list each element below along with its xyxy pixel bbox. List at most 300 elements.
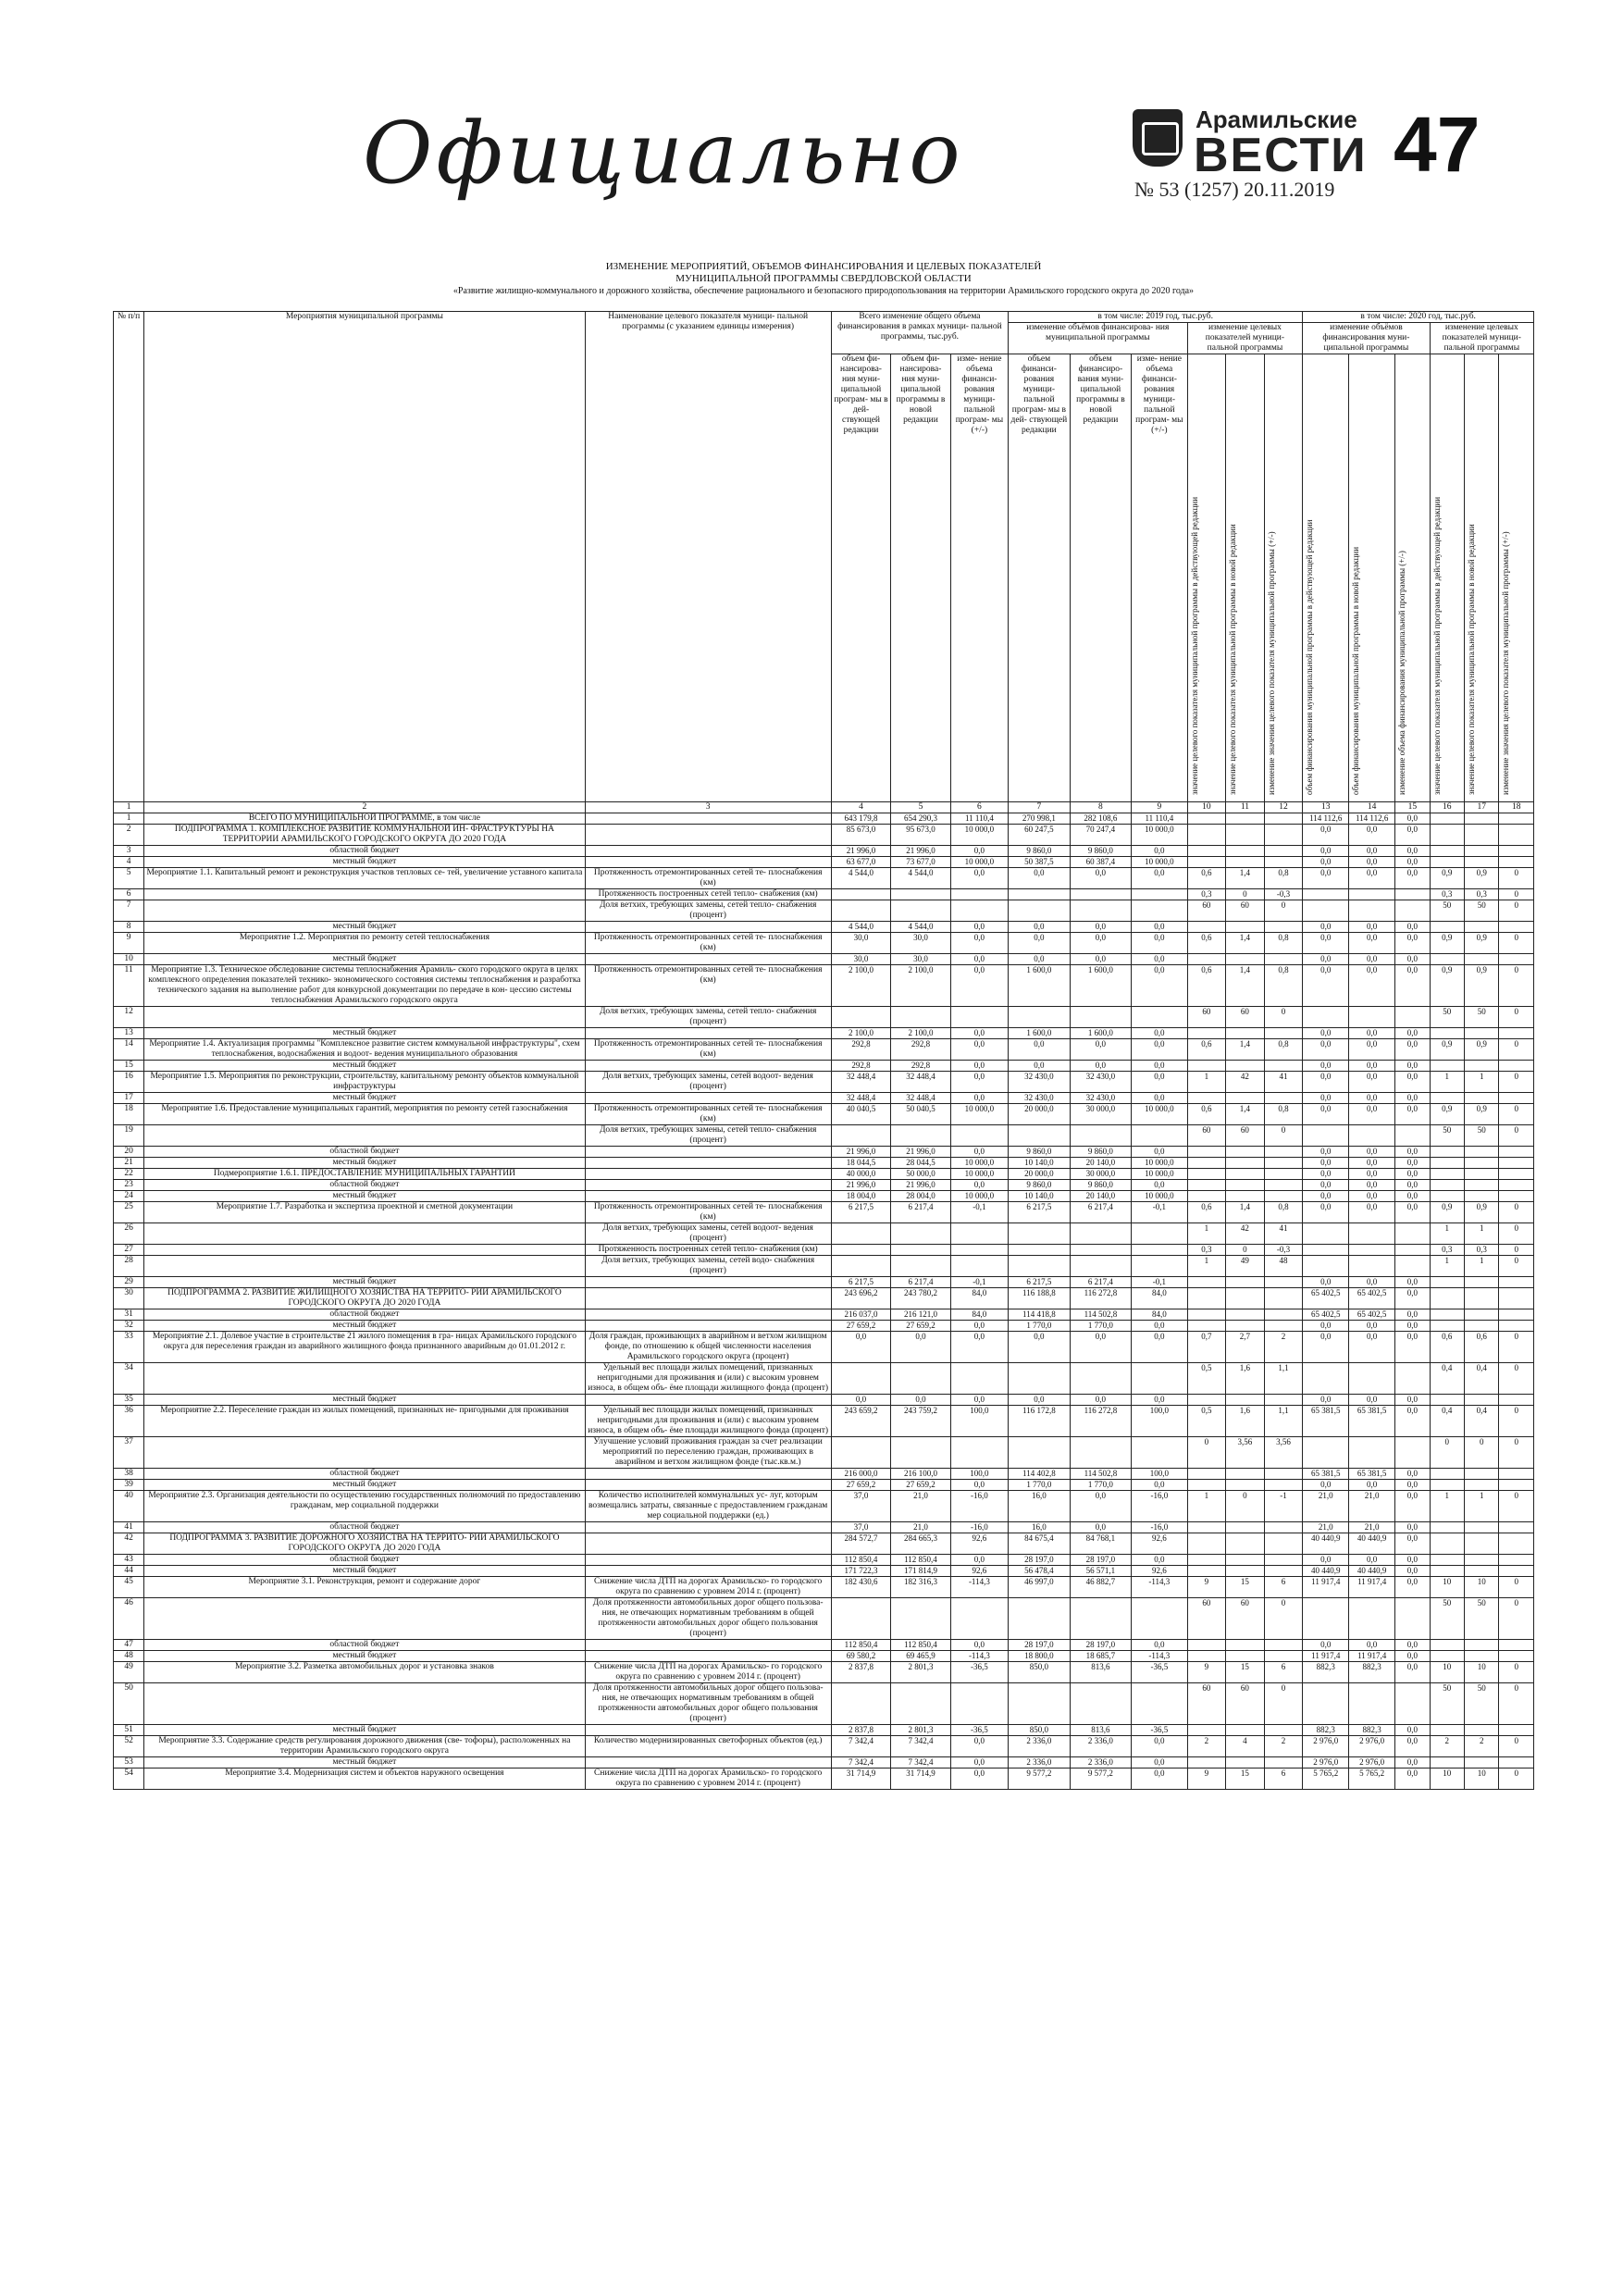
table-row bbox=[114, 1245, 1534, 1256]
table-cell: 114 112,6 bbox=[1349, 813, 1395, 825]
table-cell: 284 572,7 bbox=[831, 1533, 890, 1555]
table-cell: 22 bbox=[114, 1169, 144, 1180]
table-cell bbox=[1465, 1309, 1499, 1321]
table-cell: 2 336,0 bbox=[1070, 1736, 1132, 1757]
table-cell: Мероприятие 1.6. Предоставление муниципальных гарантий, мероприятия по ремонту сетей газоснабжения bbox=[144, 1104, 585, 1125]
table-cell: 0,0 bbox=[1303, 1093, 1349, 1104]
table-cell: 0,3 bbox=[1187, 889, 1226, 900]
table-cell bbox=[1499, 1757, 1534, 1769]
table-cell: 2 bbox=[114, 825, 144, 846]
table-cell: 60 bbox=[1187, 900, 1226, 922]
table-cell: 0,0 bbox=[1349, 1191, 1395, 1202]
table-cell: Протяженность построенных сетей тепло- снабжения (км) bbox=[585, 1245, 831, 1256]
table-cell bbox=[1303, 1245, 1349, 1256]
table-cell: 40 040,5 bbox=[831, 1104, 890, 1125]
table-cell: 1,1 bbox=[1264, 1406, 1303, 1437]
logo-small-text: Арамильские bbox=[1196, 105, 1357, 133]
table-cell: Количество модернизированных светофорных объектов (ед.) bbox=[585, 1736, 831, 1757]
table-cell: 1 bbox=[1465, 1491, 1499, 1522]
table-cell: 9 bbox=[114, 933, 144, 954]
table-cell: -0,1 bbox=[950, 1277, 1008, 1288]
table-cell: 0,0 bbox=[1395, 933, 1430, 954]
table-cell: Доля протяженности автомобильных дорог общего пользова- ния, не отвечающих нормативным требованиям в общей протяженности автомобильных дорог общего пользования (процент) bbox=[585, 1683, 831, 1725]
table-cell: -36,5 bbox=[950, 1725, 1008, 1736]
table-cell: 0,9 bbox=[1430, 1039, 1464, 1061]
table-cell bbox=[585, 1309, 831, 1321]
table-cell: 60 bbox=[1226, 1007, 1265, 1028]
table-cell bbox=[1465, 1522, 1499, 1533]
table-cell bbox=[1430, 1522, 1464, 1533]
table-cell bbox=[1430, 1640, 1464, 1651]
sub-v6-cell bbox=[1395, 354, 1430, 802]
table-cell: 11 917,4 bbox=[1349, 1577, 1395, 1598]
table-cell: 0,0 bbox=[1132, 1180, 1187, 1191]
table-cell: 32 448,4 bbox=[831, 1072, 890, 1093]
table-cell bbox=[1132, 1256, 1187, 1277]
table-cell bbox=[1499, 1061, 1534, 1072]
table-cell bbox=[144, 1223, 585, 1245]
table-cell: 0,0 bbox=[1303, 1332, 1349, 1363]
table-cell: 10 bbox=[1465, 1662, 1499, 1683]
table-cell bbox=[585, 1028, 831, 1039]
table-cell: 32 430,0 bbox=[1009, 1093, 1071, 1104]
table-cell: 112 850,4 bbox=[891, 1555, 950, 1566]
table-cell bbox=[1264, 922, 1303, 933]
table-cell: 1 bbox=[1430, 1072, 1464, 1093]
table-cell: Мероприятие 3.1. Реконструкция, ремонт и содержание дорог bbox=[144, 1577, 585, 1598]
table-cell: 30 000,0 bbox=[1070, 1169, 1132, 1180]
header-2019: в том числе: 2019 год, тыс.руб. bbox=[1009, 312, 1303, 323]
title-line-1: ИЗМЕНЕНИЕ МЕРОПРИЯТИЙ, ОБЪЕМОВ ФИНАНСИРОВАНИЯ И ЦЕЛЕВЫХ ПОКАЗАТЕЛЕЙ bbox=[605, 261, 1042, 272]
table-cell: 0 bbox=[1499, 868, 1534, 889]
table-cell: 7 bbox=[114, 900, 144, 922]
table-cell bbox=[1264, 1093, 1303, 1104]
table-cell: местный бюджет bbox=[144, 1028, 585, 1039]
table-cell: областной бюджет bbox=[144, 1555, 585, 1566]
table-cell: 4 544,0 bbox=[891, 868, 950, 889]
table-cell: 0,6 bbox=[1187, 868, 1226, 889]
table-cell: 9 bbox=[1187, 1662, 1226, 1683]
table-cell bbox=[891, 1598, 950, 1640]
table-cell: 10 000,0 bbox=[950, 825, 1008, 846]
table-cell: 56 571,1 bbox=[1070, 1566, 1132, 1577]
table-row bbox=[114, 813, 1534, 825]
table-cell: 31 714,9 bbox=[831, 1769, 890, 1790]
table-cell: 0,0 bbox=[1009, 1332, 1071, 1363]
column-number: 17 bbox=[1465, 802, 1499, 813]
table-cell: 4 bbox=[114, 857, 144, 868]
table-cell: 40 000,0 bbox=[831, 1169, 890, 1180]
table-cell: 0,0 bbox=[950, 1769, 1008, 1790]
table-cell bbox=[1264, 1566, 1303, 1577]
table-cell: 60 bbox=[1187, 1007, 1226, 1028]
table-cell bbox=[585, 1522, 831, 1533]
table-cell: 6 bbox=[1264, 1662, 1303, 1683]
table-cell bbox=[585, 1480, 831, 1491]
table-cell: 30 000,0 bbox=[1070, 1104, 1132, 1125]
table-cell: 0,0 bbox=[1132, 922, 1187, 933]
table-cell bbox=[1187, 1757, 1226, 1769]
table-cell: 15 bbox=[1226, 1769, 1265, 1790]
table-cell: 21,0 bbox=[891, 1491, 950, 1522]
table-cell: 84,0 bbox=[950, 1309, 1008, 1321]
table-cell: 3,56 bbox=[1264, 1437, 1303, 1469]
table-cell: 19 bbox=[114, 1125, 144, 1147]
table-cell bbox=[1132, 889, 1187, 900]
table-cell: 50 bbox=[1430, 1598, 1464, 1640]
table-cell: 0,6 bbox=[1187, 965, 1226, 1007]
table-cell: 7 342,4 bbox=[891, 1736, 950, 1757]
table-cell: 50 000,0 bbox=[891, 1169, 950, 1180]
table-row bbox=[114, 1736, 1534, 1757]
table-cell: 6 217,4 bbox=[1070, 1277, 1132, 1288]
table-cell: 10 bbox=[1430, 1577, 1464, 1598]
table-cell: 243 696,2 bbox=[831, 1288, 890, 1309]
table-cell: Доля протяженности автомобильных дорог общего пользова- ния, не отвечающих нормативным требованиям в общей протяженности автомобильных дорог общего пользования (процент) bbox=[585, 1598, 831, 1640]
table-cell bbox=[1349, 1598, 1395, 1640]
table-cell: 11 110,4 bbox=[1132, 813, 1187, 825]
column-number: 14 bbox=[1349, 802, 1395, 813]
table-cell: 0 bbox=[1499, 1769, 1534, 1790]
table-cell bbox=[1499, 1191, 1534, 1202]
table-cell: 36 bbox=[114, 1406, 144, 1437]
table-cell bbox=[1303, 1223, 1349, 1245]
table-cell bbox=[1009, 1256, 1071, 1277]
table-cell: 7 342,4 bbox=[831, 1736, 890, 1757]
table-cell bbox=[1226, 1277, 1265, 1288]
table-cell: 292,8 bbox=[831, 1061, 890, 1072]
table-cell bbox=[1187, 1395, 1226, 1406]
column-number: 5 bbox=[891, 802, 950, 813]
sub-a3: изме- нение объема финанси- рования муници- пальной програм- мы (+/-) bbox=[950, 354, 1008, 802]
table-cell: 2 336,0 bbox=[1009, 1736, 1071, 1757]
table-cell: 10 bbox=[1430, 1769, 1464, 1790]
table-cell: 0,0 bbox=[1395, 813, 1430, 825]
table-cell bbox=[1430, 922, 1464, 933]
table-cell bbox=[1430, 1288, 1464, 1309]
table-cell: 60 bbox=[1187, 1683, 1226, 1725]
table-cell: 10 000,0 bbox=[1132, 1104, 1187, 1125]
table-cell: 0 bbox=[1499, 1256, 1534, 1277]
table-row bbox=[114, 1223, 1534, 1245]
table-cell: 813,6 bbox=[1070, 1662, 1132, 1683]
table-cell bbox=[1349, 1683, 1395, 1725]
table-cell: 0,0 bbox=[1349, 1332, 1395, 1363]
table-cell: Мероприятие 2.3. Организация деятельности по осуществлению государственных полномочий по предоставлению гражданам, мер социальной поддержки bbox=[144, 1491, 585, 1522]
table-cell bbox=[1226, 1533, 1265, 1555]
table-row bbox=[114, 1480, 1534, 1491]
table-cell: 0,0 bbox=[1349, 1555, 1395, 1566]
table-cell: -36,5 bbox=[1132, 1725, 1187, 1736]
table-cell: 2 801,3 bbox=[891, 1725, 950, 1736]
table-cell: 92,6 bbox=[950, 1566, 1008, 1577]
section-title: Официально bbox=[363, 104, 964, 203]
table-cell: 15 bbox=[1226, 1577, 1265, 1598]
table-cell bbox=[1430, 1028, 1464, 1039]
table-cell: -16,0 bbox=[1132, 1491, 1187, 1522]
table-cell: 0,0 bbox=[950, 1736, 1008, 1757]
table-cell bbox=[585, 1395, 831, 1406]
table-cell bbox=[1499, 813, 1534, 825]
table-cell: 882,3 bbox=[1349, 1662, 1395, 1683]
table-row bbox=[114, 1191, 1534, 1202]
table-cell: 37,0 bbox=[831, 1522, 890, 1533]
table-cell: 0,0 bbox=[1303, 1202, 1349, 1223]
table-cell: 39 bbox=[114, 1480, 144, 1491]
table-cell bbox=[1226, 1469, 1265, 1480]
table-cell: 29 bbox=[114, 1277, 144, 1288]
table-cell: 0,0 bbox=[950, 1072, 1008, 1093]
table-cell: 0,0 bbox=[1349, 1061, 1395, 1072]
table-cell: 0,5 bbox=[1187, 1406, 1226, 1437]
table-cell bbox=[1187, 1651, 1226, 1662]
table-cell: -0,1 bbox=[1132, 1202, 1187, 1223]
table-cell: 85 673,0 bbox=[831, 825, 890, 846]
table-cell: 60 bbox=[1187, 1125, 1226, 1147]
table-cell: 0,8 bbox=[1264, 1104, 1303, 1125]
table-cell: 40 440,9 bbox=[1303, 1533, 1349, 1555]
table-row bbox=[114, 1406, 1534, 1437]
sub-v5: объем финансирования муниципальной программы в новой редакции bbox=[1351, 546, 1361, 795]
table-cell bbox=[831, 1245, 890, 1256]
table-cell bbox=[1009, 1007, 1071, 1028]
table-cell: 35 bbox=[114, 1395, 144, 1406]
table-cell: 0,6 bbox=[1187, 1202, 1226, 1223]
table-cell: 16,0 bbox=[1009, 1491, 1071, 1522]
table-cell: 1 bbox=[1430, 1256, 1464, 1277]
table-cell bbox=[585, 1191, 831, 1202]
table-cell bbox=[1499, 1309, 1534, 1321]
table-cell: 0,0 bbox=[1395, 868, 1430, 889]
table-row bbox=[114, 900, 1534, 922]
table-cell: областной бюджет bbox=[144, 1147, 585, 1158]
table-cell: 0 bbox=[1499, 1662, 1534, 1683]
table-cell: 216 121,0 bbox=[891, 1309, 950, 1321]
table-cell: 32 430,0 bbox=[1009, 1072, 1071, 1093]
table-cell: 182 316,3 bbox=[891, 1577, 950, 1598]
table-cell: 50 bbox=[1430, 900, 1464, 922]
table-cell: 31 bbox=[114, 1309, 144, 1321]
table-cell: 20 bbox=[114, 1147, 144, 1158]
table-cell: 0,0 bbox=[1395, 954, 1430, 965]
table-cell: 0,6 bbox=[1187, 1039, 1226, 1061]
table-cell: 654 290,3 bbox=[891, 813, 950, 825]
table-cell bbox=[1009, 1125, 1071, 1147]
table-cell: ПОДПРОГРАММА 2. РАЗВИТИЕ ЖИЛИЩНОГО ХОЗЯЙСТВА НА ТЕРРИТО- РИИ АРАМИЛЬСКОГО ГОРОДСКОГО ОКРУГА ДО 2020 ГОДА bbox=[144, 1288, 585, 1309]
table-cell bbox=[831, 1007, 890, 1028]
table-cell: 0,0 bbox=[1303, 933, 1349, 954]
table-cell bbox=[1226, 1757, 1265, 1769]
table-cell: 40 440,9 bbox=[1349, 1533, 1395, 1555]
table-cell: 60 bbox=[1187, 1598, 1226, 1640]
table-cell: 0,0 bbox=[1395, 1555, 1430, 1566]
table-row bbox=[114, 1321, 1534, 1332]
column-number: 11 bbox=[1226, 802, 1265, 813]
table-row bbox=[114, 1288, 1534, 1309]
table-cell: 0,0 bbox=[1349, 1158, 1395, 1169]
table-cell: 30,0 bbox=[891, 954, 950, 965]
table-cell: 0,0 bbox=[1395, 1332, 1430, 1363]
table-cell bbox=[1430, 1480, 1464, 1491]
table-cell bbox=[1349, 1125, 1395, 1147]
table-body bbox=[114, 813, 1534, 1790]
table-cell: 0,0 bbox=[1303, 1640, 1349, 1651]
table-cell: 0,0 bbox=[1395, 1491, 1430, 1522]
table-cell: 0,0 bbox=[1132, 1555, 1187, 1566]
table-cell: местный бюджет bbox=[144, 1277, 585, 1288]
table-cell: 0 bbox=[1430, 1437, 1464, 1469]
table-cell bbox=[144, 1683, 585, 1725]
table-cell bbox=[950, 1437, 1008, 1469]
column-number: 6 bbox=[950, 802, 1008, 813]
table-cell bbox=[1070, 1223, 1132, 1245]
table-cell bbox=[585, 1093, 831, 1104]
table-cell bbox=[1430, 857, 1464, 868]
table-cell: 27 659,2 bbox=[891, 1321, 950, 1332]
table-cell: 1 bbox=[1187, 1491, 1226, 1522]
table-cell bbox=[891, 1223, 950, 1245]
table-cell: 8 bbox=[114, 922, 144, 933]
table-cell bbox=[1187, 1725, 1226, 1736]
table-cell: 813,6 bbox=[1070, 1725, 1132, 1736]
table-row bbox=[114, 1522, 1534, 1533]
table-cell: 10 000,0 bbox=[950, 1104, 1008, 1125]
table-cell: 14 bbox=[114, 1039, 144, 1061]
sub-b1: объем финанси- рования муници- пальной програм- мы в дей- ствующей редакции bbox=[1009, 354, 1071, 802]
header-2020-tgt: изменение целевых показателей муници- пальной программы bbox=[1430, 323, 1533, 354]
table-row bbox=[114, 1093, 1534, 1104]
table-cell: -36,5 bbox=[1132, 1662, 1187, 1683]
table-cell bbox=[1430, 1469, 1464, 1480]
table-cell: 0,0 bbox=[1070, 1061, 1132, 1072]
table-cell: 0,0 bbox=[1395, 1480, 1430, 1491]
table-cell: 0 bbox=[1499, 1437, 1534, 1469]
table-row bbox=[114, 1491, 1534, 1522]
table-cell: 6 217,5 bbox=[831, 1202, 890, 1223]
table-cell bbox=[585, 846, 831, 857]
table-cell bbox=[1264, 1061, 1303, 1072]
table-cell bbox=[1465, 1566, 1499, 1577]
table-cell: 0,0 bbox=[1132, 1061, 1187, 1072]
table-cell: 6 217,5 bbox=[1009, 1202, 1071, 1223]
table-cell: Мероприятие 2.1. Долевое участие в строительстве 21 жилого помещения в гра- ницах Арамильского городского округа для переселения граждан из аварийного жилищного фонда признанного аварийным до 01.01.2012 г. bbox=[144, 1332, 585, 1363]
table-cell: 42 bbox=[114, 1533, 144, 1555]
table-cell bbox=[144, 1007, 585, 1028]
table-cell: 46 882,7 bbox=[1070, 1577, 1132, 1598]
table-cell: 0,0 bbox=[1132, 1640, 1187, 1651]
table-cell: 850,0 bbox=[1009, 1662, 1071, 1683]
table-cell: 882,3 bbox=[1303, 1662, 1349, 1683]
table-cell bbox=[891, 1683, 950, 1725]
sub-v9-cell bbox=[1499, 354, 1534, 802]
table-row bbox=[114, 1598, 1534, 1640]
table-cell: 2 976,0 bbox=[1303, 1736, 1349, 1757]
table-cell: 0,5 bbox=[1187, 1363, 1226, 1395]
table-cell: 18 bbox=[114, 1104, 144, 1125]
table-cell: 2 976,0 bbox=[1303, 1757, 1349, 1769]
table-cell: 48 bbox=[114, 1651, 144, 1662]
table-cell: 6 217,4 bbox=[891, 1277, 950, 1288]
table-cell: 65 381,5 bbox=[1349, 1406, 1395, 1437]
table-cell: 7 342,4 bbox=[831, 1757, 890, 1769]
table-cell: ВСЕГО ПО МУНИЦИПАЛЬНОЙ ПРОГРАММЕ, в том числе bbox=[144, 813, 585, 825]
table-cell: 0,0 bbox=[1132, 954, 1187, 965]
table-cell: 0,0 bbox=[1395, 922, 1430, 933]
table-cell bbox=[1187, 1522, 1226, 1533]
table-cell bbox=[1499, 1277, 1534, 1288]
table-cell bbox=[1499, 1651, 1534, 1662]
table-cell: 0,0 bbox=[1395, 1277, 1430, 1288]
sub-a2: объем фи- нансирова- ния муни- ципальной программы в новой редакции bbox=[891, 354, 950, 802]
table-cell bbox=[1465, 1555, 1499, 1566]
table-cell bbox=[1465, 1480, 1499, 1491]
table-cell bbox=[1430, 825, 1464, 846]
table-cell: 9 860,0 bbox=[1009, 846, 1071, 857]
table-row bbox=[114, 1363, 1534, 1395]
table-cell: областной бюджет bbox=[144, 1180, 585, 1191]
table-cell: 0,0 bbox=[950, 1061, 1008, 1072]
table-cell bbox=[1264, 1309, 1303, 1321]
table-cell: 11 917,4 bbox=[1303, 1651, 1349, 1662]
table-cell: 0 bbox=[1264, 1683, 1303, 1725]
table-cell: 1 770,0 bbox=[1009, 1321, 1071, 1332]
table-cell: 0,0 bbox=[1070, 1522, 1132, 1533]
table-cell bbox=[1187, 1566, 1226, 1577]
table-cell bbox=[1226, 1093, 1265, 1104]
table-cell: 0,0 bbox=[1349, 1104, 1395, 1125]
table-cell: 0,0 bbox=[1070, 1332, 1132, 1363]
table-cell bbox=[950, 1245, 1008, 1256]
table-cell: 9 bbox=[1187, 1769, 1226, 1790]
table-cell: 0,0 bbox=[1349, 1039, 1395, 1061]
table-cell: областной бюджет bbox=[144, 1640, 585, 1651]
table-cell bbox=[1465, 1147, 1499, 1158]
table-cell: -0,3 bbox=[1264, 889, 1303, 900]
table-cell bbox=[1226, 1522, 1265, 1533]
table-cell: 9 577,2 bbox=[1070, 1769, 1132, 1790]
table-cell: 0,0 bbox=[1303, 1039, 1349, 1061]
table-cell: 116 272,8 bbox=[1070, 1288, 1132, 1309]
table-cell bbox=[1303, 1125, 1349, 1147]
table-cell: 42 bbox=[1226, 1072, 1265, 1093]
table-cell: 116 172,8 bbox=[1009, 1406, 1071, 1437]
table-cell bbox=[950, 889, 1008, 900]
table-cell bbox=[585, 1469, 831, 1480]
table-cell bbox=[1264, 954, 1303, 965]
table-cell: 0,0 bbox=[1395, 1662, 1430, 1683]
table-cell: 0 bbox=[1499, 1245, 1534, 1256]
table-cell bbox=[1303, 1256, 1349, 1277]
table-cell: 30,0 bbox=[891, 933, 950, 954]
table-cell bbox=[1465, 813, 1499, 825]
table-cell: Мероприятие 3.4. Модернизация систем и объектов наружного освещения bbox=[144, 1769, 585, 1790]
table-cell bbox=[1465, 1725, 1499, 1736]
table-cell: -0,3 bbox=[1264, 1245, 1303, 1256]
table-cell bbox=[831, 1223, 890, 1245]
table-cell: 0,0 bbox=[1132, 1039, 1187, 1061]
table-cell bbox=[1430, 1566, 1464, 1577]
table-cell: 0,0 bbox=[1132, 1736, 1187, 1757]
table-cell: 73 677,0 bbox=[891, 857, 950, 868]
table-cell: 11 110,4 bbox=[950, 813, 1008, 825]
table-cell: -114,3 bbox=[1132, 1577, 1187, 1598]
table-cell bbox=[1226, 954, 1265, 965]
table-cell: 10 140,0 bbox=[1009, 1158, 1071, 1169]
table-cell: 0,9 bbox=[1465, 933, 1499, 954]
table-cell: Мероприятие 1.3. Техническое обследование системы теплоснабжения Арамиль- ского городского округа в целях комплексного определения показателей технико- экономического состояния системы теплоснабжения и разработка технического задания на выполнение работ для конкурсной документации по передаче в кон- цессию системы теплоснабжения Арамильского городского округа bbox=[144, 965, 585, 1007]
table-cell: 0,9 bbox=[1465, 1039, 1499, 1061]
table-cell: 32 448,4 bbox=[831, 1093, 890, 1104]
